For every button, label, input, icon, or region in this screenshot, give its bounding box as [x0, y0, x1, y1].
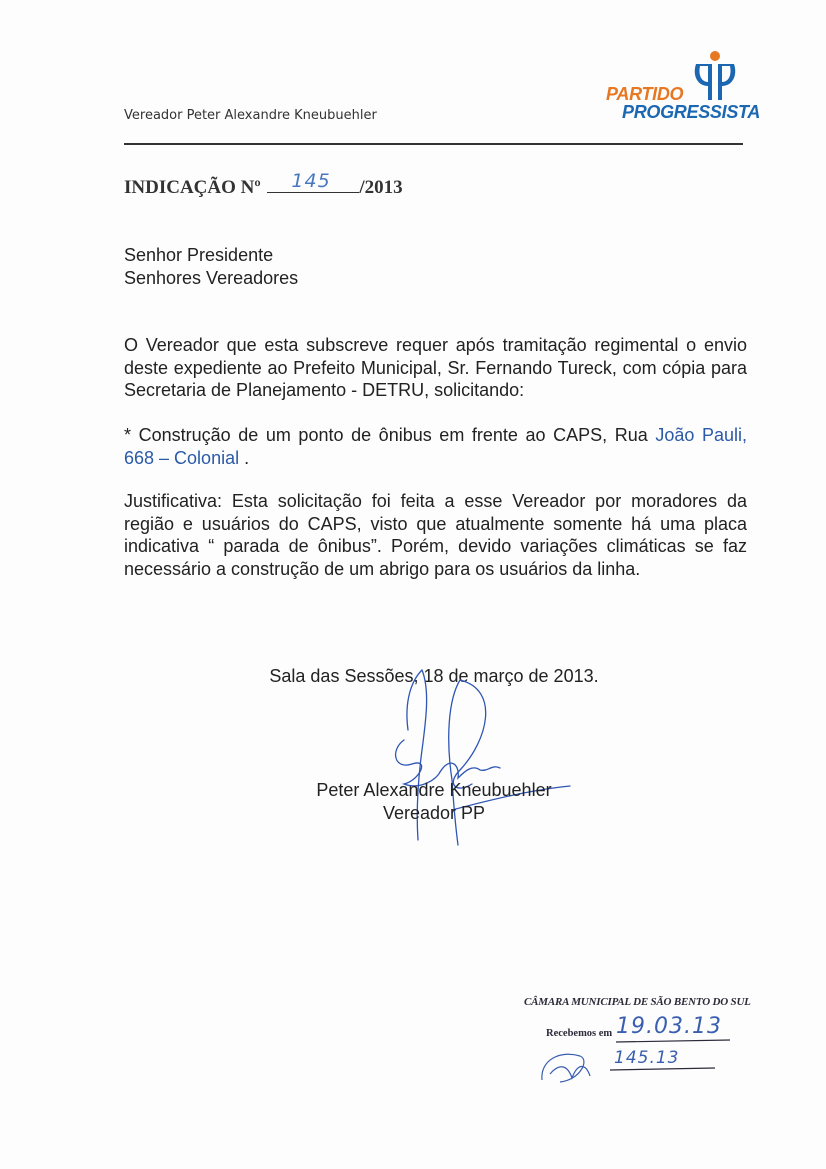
salutation: [124, 244, 298, 290]
salutation-line: Senhor Presidente: [124, 245, 274, 265]
request-item-address: João Pauli, 668 – Colonial: [124, 425, 748, 468]
salutation-line: Senhores Vereadores: [124, 268, 299, 288]
request-item-text: * Construção de um ponto de ônibus em frente ao CAPS, Rua: [124, 425, 656, 445]
request-item-paragraph: [124, 424, 747, 469]
stamp-title: CÂMARA MUNICIPAL DE SÃO BENTO DO SUL: [524, 996, 751, 1008]
party-logo: [598, 50, 761, 128]
indicacao-heading: [124, 170, 403, 199]
indicacao-number: 145: [291, 170, 331, 192]
councilor-header-name: Vereador Peter Alexandre Kneubuehler: [124, 108, 377, 123]
stamp-received-date: 19.03.13: [616, 1014, 722, 1039]
header-divider: [124, 143, 743, 145]
closing-line: Sala das Sessões, 18 de março de 2013.: [269, 666, 599, 686]
stamp-protocol-number: 145.13: [614, 1048, 680, 1068]
stamp-received-label: Recebemos em: [546, 1028, 613, 1039]
logo-line2: PROGRESSISTA: [622, 102, 761, 122]
indicacao-number-blank: [267, 170, 359, 193]
signer-title: Vereador PP: [382, 803, 486, 823]
indicacao-label: INDICAÇÃO Nº: [124, 177, 261, 198]
party-logo-icon: [690, 50, 740, 102]
request-item-end: .: [239, 447, 250, 468]
reception-stamp: [520, 990, 770, 1100]
justification-paragraph: Justificativa: Esta solicitação foi feita a esse Vereador por moradores da região e usuários do CAPS, visto que atualmente somente há uma placa indicativa “ parada de ônibus”. Porém, devido variações climáticas se faz necessário a construção de um abrigo para os usuários da linha.: [124, 491, 747, 579]
signer-name: Peter Alexandre Kneubuehler: [316, 780, 552, 800]
logo-line1: PARTIDO: [606, 84, 684, 104]
request-paragraph: O Vereador que esta subscreve requer após tramitação regimental o envio deste expediente ao Prefeito Municipal, Sr. Fernando Tureck, com cópia para Secretaria de Planejamento - DETRU, solicitando:: [124, 335, 747, 400]
indicacao-year: /2013: [359, 177, 403, 198]
stamp-handwriting-icon: [520, 990, 770, 1100]
